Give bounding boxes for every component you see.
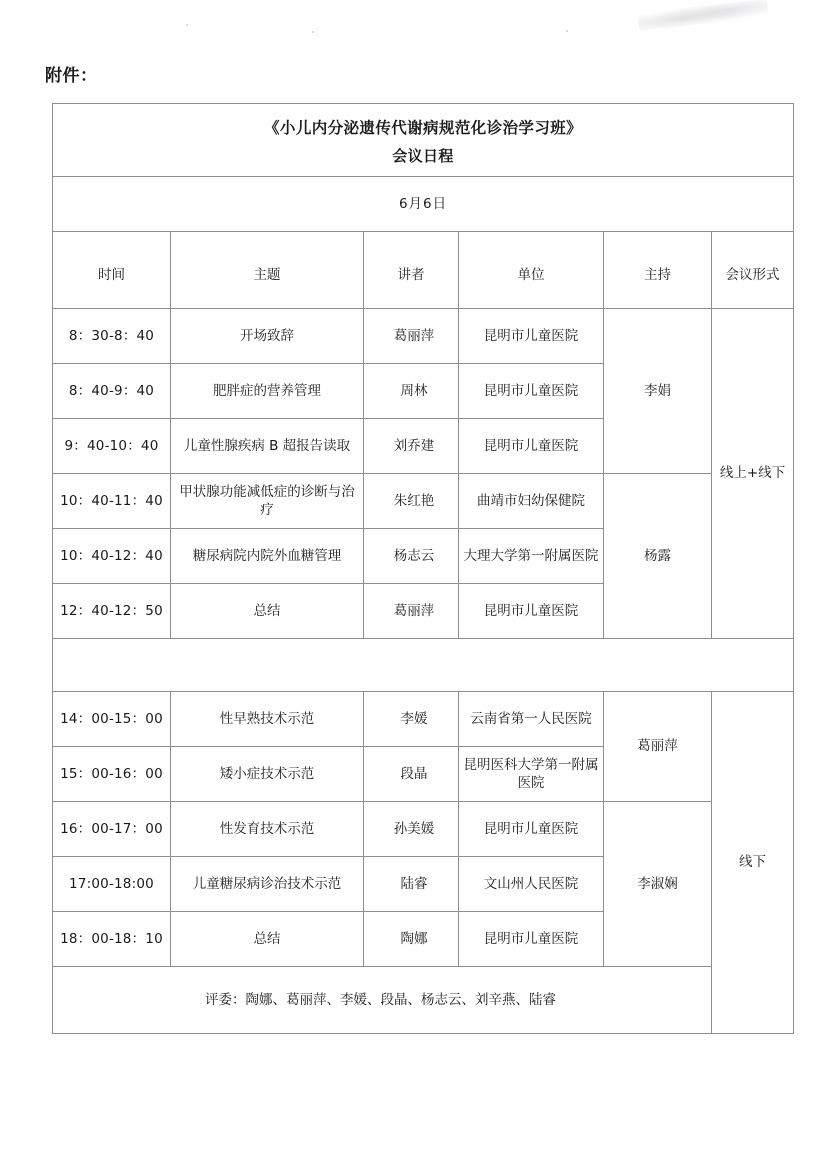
session-topic: 甲状腺功能减低症的诊断与治疗 xyxy=(171,474,364,529)
session-time: 8：30-8：40 xyxy=(53,309,171,364)
scan-artifact xyxy=(637,0,768,31)
course-title: 《小儿内分泌遗传代谢病规范化诊治学习班》 xyxy=(264,118,583,137)
session-time: 10：40-12：40 xyxy=(53,529,171,584)
session-chair: 杨露 xyxy=(604,474,712,639)
session-topic: 开场致辞 xyxy=(171,309,364,364)
session-organization: 昆明市儿童医院 xyxy=(459,584,604,639)
session-format: 线下 xyxy=(712,692,794,1034)
attachment-label: 附件： xyxy=(45,66,98,86)
session-speaker: 朱红艳 xyxy=(364,474,459,529)
session-topic: 肥胖症的营养管理 xyxy=(171,364,364,419)
judges-row xyxy=(53,967,794,1034)
session-organization: 昆明医科大学第一附属医院 xyxy=(459,747,604,802)
header-chair: 主持 xyxy=(604,232,712,309)
conference-date: 6月6日 xyxy=(398,195,448,212)
session-organization: 昆明市儿童医院 xyxy=(459,802,604,857)
session-speaker: 葛丽萍 xyxy=(364,584,459,639)
separator-cell xyxy=(53,639,794,692)
judges-note: 评委：陶娜、葛丽萍、李媛、段晶、杨志云、刘辛燕、陆睿 xyxy=(53,967,712,1034)
document-title-cell xyxy=(53,104,794,177)
session-topic: 性早熟技术示范 xyxy=(171,692,364,747)
session-topic: 总结 xyxy=(171,912,364,967)
session-organization: 大理大学第一附属医院 xyxy=(459,529,604,584)
session-topic: 儿童糖尿病诊治技术示范 xyxy=(171,857,364,912)
session-separator-row xyxy=(53,639,794,692)
session-speaker: 段晶 xyxy=(364,747,459,802)
session-time: 12：40-12：50 xyxy=(53,584,171,639)
date-cell xyxy=(53,177,794,232)
table-row xyxy=(53,474,794,529)
session-topic: 矮小症技术示范 xyxy=(171,747,364,802)
table-row xyxy=(53,802,794,857)
session-speaker: 陆睿 xyxy=(364,857,459,912)
header-format: 会议形式 xyxy=(712,232,794,309)
session-time: 10：40-11：40 xyxy=(53,474,171,529)
session-topic: 性发育技术示范 xyxy=(171,802,364,857)
session-chair: 李娟 xyxy=(604,309,712,474)
session-speaker: 杨志云 xyxy=(364,529,459,584)
session-time: 15：00-16：00 xyxy=(53,747,171,802)
session-organization: 昆明市儿童医院 xyxy=(459,309,604,364)
scan-speck xyxy=(312,31,314,33)
header-time: 时间 xyxy=(53,232,171,309)
header-speaker: 讲者 xyxy=(364,232,459,309)
column-header-row xyxy=(53,232,794,309)
session-speaker: 周林 xyxy=(364,364,459,419)
session-time: 18：00-18：10 xyxy=(53,912,171,967)
session-organization: 文山州人民医院 xyxy=(459,857,604,912)
session-topic: 儿童性腺疾病 B 超报告读取 xyxy=(171,419,364,474)
table-row xyxy=(53,309,794,364)
date-row xyxy=(53,177,794,232)
session-chair: 葛丽萍 xyxy=(604,692,712,802)
scan-speck xyxy=(186,24,188,26)
session-organization: 昆明市儿童医院 xyxy=(459,419,604,474)
scan-speck xyxy=(566,30,568,32)
session-organization: 昆明市儿童医院 xyxy=(459,912,604,967)
conference-schedule-table xyxy=(52,103,794,1034)
session-speaker: 刘乔建 xyxy=(364,419,459,474)
session-speaker: 李媛 xyxy=(364,692,459,747)
session-speaker: 陶娜 xyxy=(364,912,459,967)
session-time: 16：00-17：00 xyxy=(53,802,171,857)
session-time: 17:00-18:00 xyxy=(53,857,171,912)
session-speaker: 葛丽萍 xyxy=(364,309,459,364)
session-speaker: 孙美媛 xyxy=(364,802,459,857)
session-organization: 云南省第一人民医院 xyxy=(459,692,604,747)
session-time: 9：40-10：40 xyxy=(53,419,171,474)
session-organization: 曲靖市妇幼保健院 xyxy=(459,474,604,529)
header-topic: 主题 xyxy=(171,232,364,309)
session-organization: 昆明市儿童医院 xyxy=(459,364,604,419)
session-topic: 总结 xyxy=(171,584,364,639)
session-topic: 糖尿病院内院外血糖管理 xyxy=(171,529,364,584)
table-row xyxy=(53,692,794,747)
session-format: 线上+线下 xyxy=(712,309,794,639)
session-chair: 李淑娴 xyxy=(604,802,712,967)
title-row xyxy=(53,104,794,177)
session-time: 14：00-15：00 xyxy=(53,692,171,747)
agenda-subtitle: 会议日程 xyxy=(392,146,454,165)
header-organization: 单位 xyxy=(459,232,604,309)
session-time: 8：40-9：40 xyxy=(53,364,171,419)
